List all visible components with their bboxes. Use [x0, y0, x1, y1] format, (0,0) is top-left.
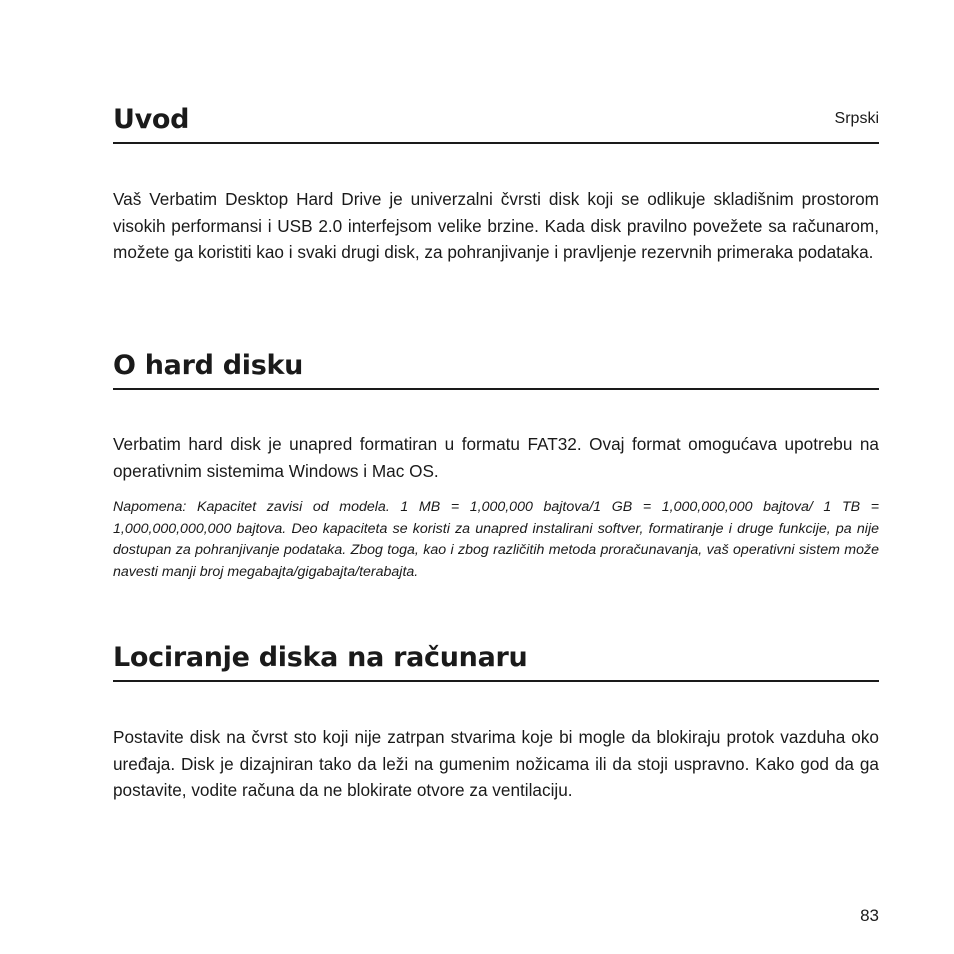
- language-label: Srpski: [834, 110, 879, 127]
- capacity-note: Napomena: Kapacitet zavisi od modela. 1 MB = 1,000,000 bajtova/1 GB = 1,000,000,000 bajtova/ 1 TB = 1,000,000,000,000 bajtova. Deo kapaciteta se koristi za unapred instalirani softver, formatiranje i druge funkcije, pa nije dostupan za pohranjivanje podataka. Zbog toga, kao i zbog različitih metoda proračunavanja, vaš operativni sistem može navesti manji broj megabajta/gigabajta/terabajta.: [113, 499, 879, 580]
- section-title: Uvod: [113, 104, 190, 135]
- paragraph-intro: Vaš Verbatim Desktop Hard Drive je univerzalni čvrsti disk koji se odlikuje skladišnim prostorom visokih performansi i USB 2.0 interfejsom velike brzine. Kada disk pravilno povežete sa računarom, možete ga koristiti kao i svaki drugi disk, za pohranjivanje i pravljenje rezervnih primeraka podataka.: [113, 189, 879, 262]
- paragraph-format: Verbatim hard disk je unapred formatiran u formatu FAT32. Ovaj format omogućava upotrebu na operativnim sistemima Windows i Mac OS.: [113, 434, 879, 481]
- section-header-about: [113, 350, 879, 390]
- section-title: O hard disku: [113, 350, 304, 381]
- section-title: Lociranje diska na računaru: [113, 642, 528, 673]
- section-header-placement: [113, 642, 879, 682]
- section-header-uvod: [113, 104, 879, 144]
- document-page: [113, 0, 879, 954]
- page-number: 83: [860, 906, 879, 925]
- paragraph-placement: Postavite disk na čvrst sto koji nije zatrpan stvarima koje bi mogle da blokiraju protok vazduha oko uređaja. Disk je dizajniran tako da leži na gumenim nožicama ili da stoji uspravno. Kako god da ga postavite, vodite računa da ne blokirate otvore za ventilaciju.: [113, 727, 879, 800]
